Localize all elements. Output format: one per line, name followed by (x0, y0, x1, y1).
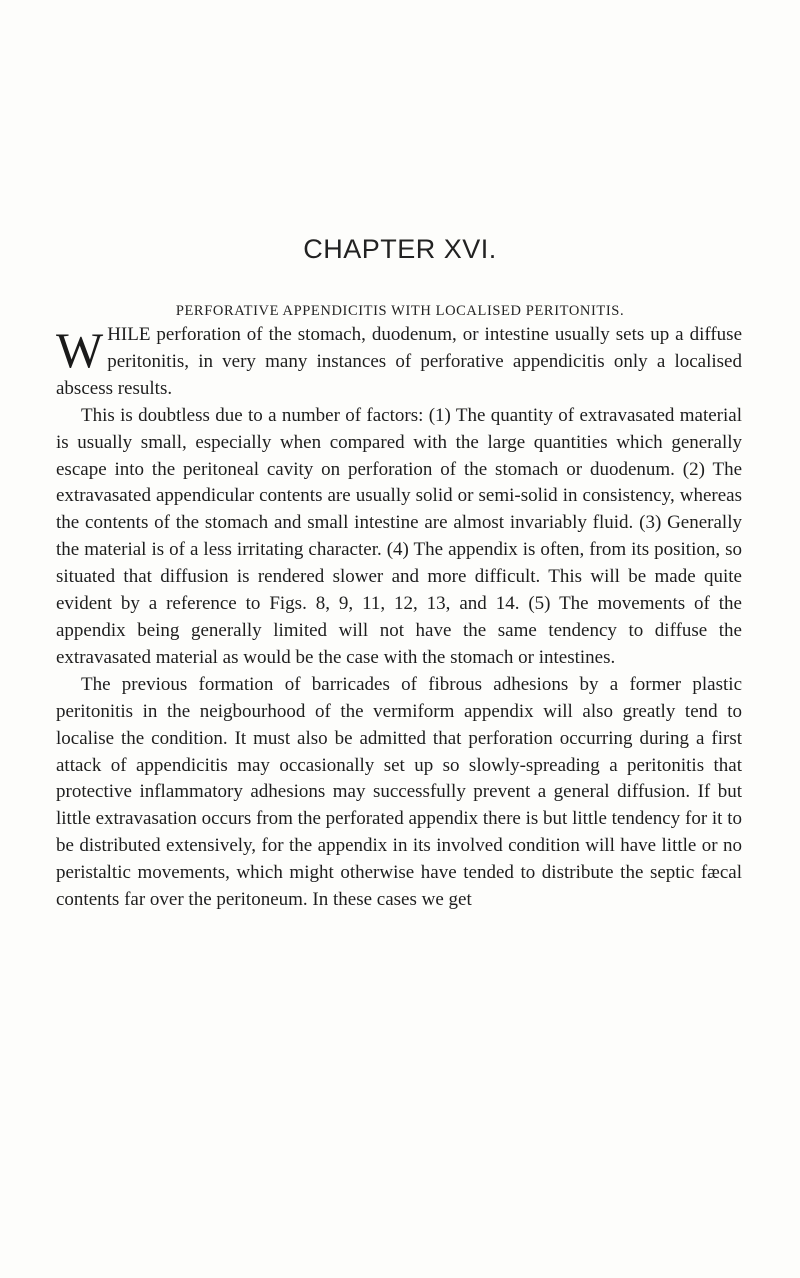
drop-cap: W (56, 322, 104, 378)
paragraph-1-text: HILE perforation of the stomach, duodenum, or intestine usually sets up a diffuse peritonitis, in very many instances of perforative appendicitis only a localised abscess results. (56, 324, 742, 399)
paragraph-3: The previous formation of barricades of fibrous adhesions by a former plastic peritonitis in the neigbourhood of the vermiform appendix will also greatly tend to localise the condition. It must also be admitted that perforation occurring during a first attack of appendicitis may occasionally set up so slowly-spreading a peritonitis that protective inflammatory adhesions may successfully prevent a general diffusion. If but little extravasation occurs from the perforated appendix there is but little tendency for it to be distributed extensively, for the appendix in its involved condition will have little or no peristaltic movements, which might otherwise have tended to distribute the septic fæcal contents far over the peritoneum. In these cases we get (56, 673, 742, 911)
paragraph-1 (56, 322, 742, 403)
chapter-title: CHAPTER XVI. (303, 234, 497, 264)
body-text (56, 322, 742, 914)
section-heading: PERFORATIVE APPENDICITIS WITH LOCALISED PERITONITIS. (175, 303, 625, 319)
paragraph-2: This is doubtless due to a number of factors: (1) The quantity of extravasated material is usually small, especially when compared with the large quantities which generally escape into the peritoneal cavity on perforation of the stomach or duodenum. (2) The extravasated appendicular contents are usually solid or semi-solid in consistency, whereas the contents of the stomach and small intestine are almost invariably fluid. (3) Generally the material is of a less irritating character. (4) The appendix is often, from its position, so situated that diffusion is rendered slower and more difficult. This will be made quite evident by a reference to Figs. 8, 9, 11, 12, 13, and 14. (5) The movements of the appendix being generally limited will not have the same tendency to diffuse the extravasated material as would be the case with the stomach or intestines. (56, 404, 742, 668)
